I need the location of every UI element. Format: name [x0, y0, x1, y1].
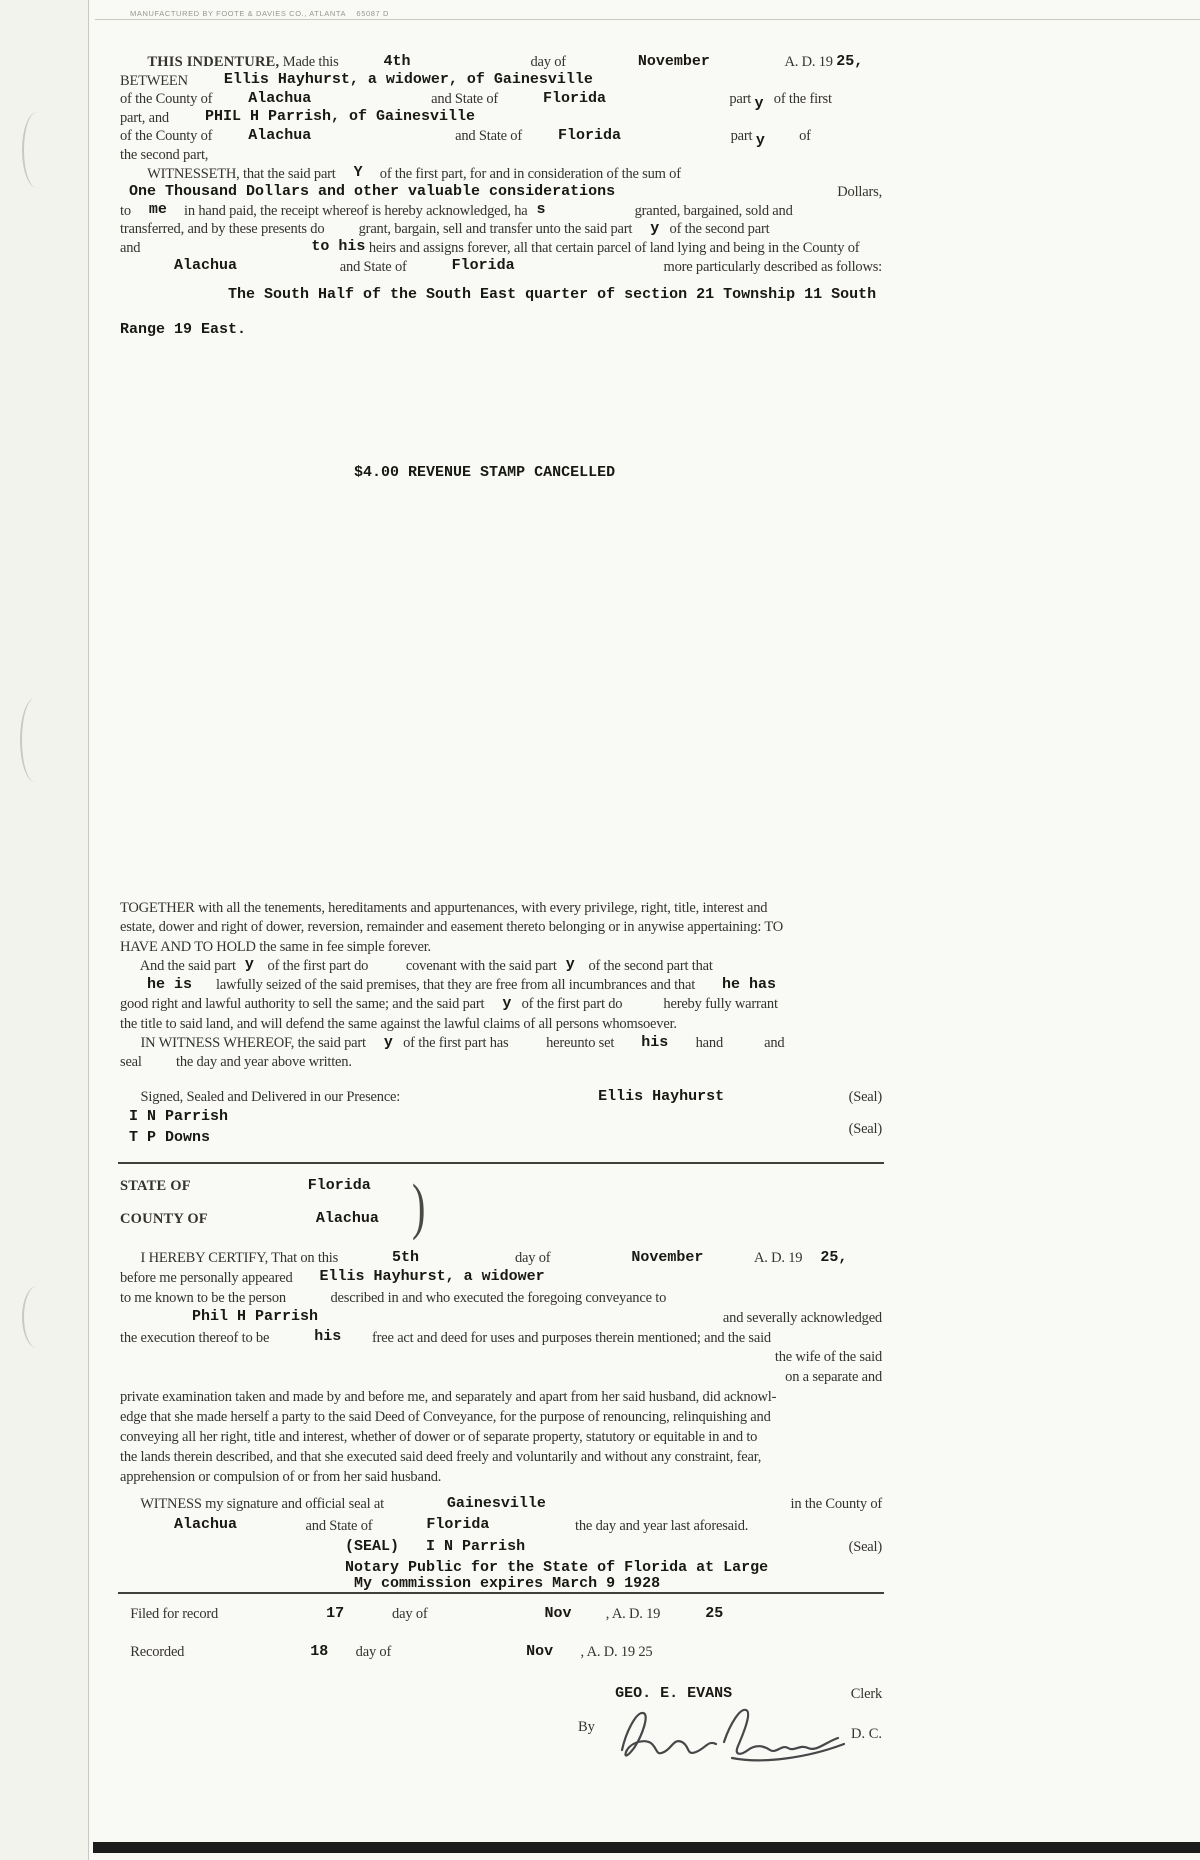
typed-entry: Florida	[498, 89, 607, 107]
typed-entry: Alachua	[212, 126, 312, 144]
printed-text: transferred, and by these presents do grant, bargain, sell and transfer unto the said part	[120, 221, 633, 238]
printed-text: edge that she made herself a party to the said Deed of Conveyance, for the purpose of renouncing, relinquishing and	[120, 1409, 771, 1426]
typed-entry: Florida	[522, 126, 622, 144]
printed-text: part, and	[120, 109, 169, 126]
printed-text: day of	[419, 1250, 551, 1266]
doc-line	[120, 1576, 882, 1592]
doc-line	[120, 1369, 882, 1389]
typed-entry: November	[565, 52, 710, 70]
notary-commission-block	[120, 1560, 882, 1592]
typed-entry: Phil H Parrish	[120, 1308, 319, 1326]
printed-text: and State of	[311, 91, 499, 108]
printed-text: of the first part do covenant with the said part	[253, 957, 557, 974]
typed-entry: his	[614, 1033, 669, 1051]
printed-text: and	[120, 239, 141, 256]
doc-line	[120, 1496, 882, 1518]
printed-text-right: (Seal)	[848, 1120, 882, 1137]
printed-text-right: more particularly described as follows:	[663, 258, 882, 275]
printed-text: the title to said land, and will defend the same against the lawful claims of all persons whomsoever.	[120, 1015, 677, 1032]
doc-line	[120, 1429, 882, 1449]
section-divider	[118, 1592, 884, 1594]
deed-opening-paragraph	[120, 54, 882, 277]
printed-text: I HEREBY CERTIFY, That on this	[120, 1250, 339, 1266]
typed-entry: Nov	[427, 1604, 572, 1622]
printer-imprint: MANUFACTURED BY FOOTE & DAVIES CO., ATLANTA 65087 D	[130, 9, 389, 18]
printed-text: of the County of	[120, 128, 213, 145]
printed-text: to me known to be the person described in and who executed the foregoing conveyance to	[120, 1289, 667, 1306]
typed-entry: to his	[140, 238, 366, 256]
typed-entry: y	[484, 994, 512, 1012]
printed-text: Made this	[279, 54, 339, 70]
doc-line	[120, 1644, 882, 1664]
typed-entry: $4.00 REVENUE STAMP CANCELLED	[120, 463, 616, 481]
deputy-signature-line	[120, 1718, 882, 1788]
doc-line	[120, 1270, 882, 1290]
by-label: By	[578, 1719, 595, 1735]
doc-line	[120, 240, 882, 259]
typed-entry: Gainesville	[383, 1494, 546, 1512]
scan-left-margin	[0, 0, 89, 1860]
doc-line	[120, 1290, 882, 1310]
printed-heading: THIS INDENTURE,	[147, 54, 280, 70]
typed-entry: (SEAL) I N Parrish	[120, 1537, 526, 1555]
printed-text: of the first	[763, 91, 832, 108]
scan-bottom-edge	[93, 1842, 1200, 1853]
printed-heading: COUNTY OF	[120, 1211, 208, 1227]
doc-line	[120, 465, 882, 482]
printed-text: part	[621, 128, 756, 145]
printed-text: WITNESSETH, that the said part	[120, 165, 336, 182]
revenue-stamp-note	[120, 465, 882, 482]
doc-line	[120, 977, 882, 996]
printed-text: Filed for record	[120, 1606, 219, 1622]
doc-line	[120, 1178, 882, 1211]
doc-line	[120, 1054, 882, 1073]
printed-text: HAVE AND TO HOLD the same in fee simple forever.	[120, 938, 431, 955]
printed-text: A. D. 19	[709, 54, 837, 70]
typed-entry: Ellis Hayhurst	[400, 1087, 725, 1105]
typed-entry: 18	[184, 1642, 329, 1660]
signature-block	[120, 1089, 882, 1151]
doc-line	[120, 1606, 882, 1626]
venue-brace: )	[412, 1173, 426, 1241]
doc-line	[120, 184, 882, 203]
typed-entry: Alachua	[120, 257, 238, 275]
doc-line	[120, 1310, 882, 1330]
printed-text-right: the wife of the said	[774, 1349, 882, 1366]
printed-text: , A. D. 19 25	[553, 1644, 653, 1660]
doc-line	[120, 1469, 882, 1489]
binder-hole-mark	[22, 1286, 52, 1348]
doc-line	[120, 1389, 882, 1409]
typed-entry: y	[235, 956, 254, 974]
typed-entry: y	[365, 1033, 393, 1051]
doc-line	[120, 54, 882, 73]
typed-entry: GEO. E. EVANS	[120, 1684, 733, 1702]
venue-block	[120, 1173, 882, 1244]
printed-text: of the second part that	[574, 957, 713, 974]
printed-text-right: (Seal)	[848, 1089, 882, 1105]
witness-seal-block	[120, 1496, 882, 1561]
printed-text: Signed, Sealed and Delivered in our Presence:	[120, 1089, 401, 1105]
printed-text: the second part,	[120, 146, 209, 163]
typed-entry: Florida	[406, 257, 515, 275]
doc-line	[120, 89, 882, 113]
doc-line	[120, 1518, 882, 1540]
printed-text: hand and	[668, 1035, 785, 1052]
doc-line	[120, 996, 882, 1015]
typed-entry: Range 19 East.	[120, 320, 247, 338]
typed-entry: y	[754, 95, 764, 113]
doc-line	[120, 1349, 882, 1369]
printed-text: and State of	[311, 128, 522, 145]
printed-text: part	[606, 91, 755, 108]
typed-entry: s	[527, 201, 546, 219]
typed-entry: me	[130, 201, 167, 219]
typed-entry: he is	[120, 975, 193, 993]
typed-entry: y	[632, 219, 660, 237]
doc-line	[120, 1211, 882, 1244]
typed-entry: Florida	[372, 1516, 490, 1533]
binder-hole-mark	[22, 112, 52, 188]
printed-text: conveying all her right, title and interest, whether of dower or of separate property, statutory or equitable in and to	[120, 1429, 758, 1446]
typed-entry: 4th	[338, 52, 411, 70]
doc-line	[120, 287, 882, 322]
typed-entry: 25,	[802, 1248, 848, 1266]
printed-text-right: in the County of	[790, 1496, 882, 1512]
doc-line	[120, 1250, 882, 1270]
dc-label: D. C.	[850, 1726, 882, 1742]
doc-line	[120, 919, 882, 938]
printed-text: Recorded	[120, 1644, 185, 1660]
doc-line	[120, 1330, 882, 1350]
doc-line	[120, 900, 882, 919]
typed-entry: his	[269, 1328, 342, 1346]
typed-entry: y	[755, 132, 765, 150]
printed-text: A. D. 19	[703, 1250, 803, 1266]
printed-text: day of	[344, 1606, 428, 1622]
printed-text: before me personally appeared	[120, 1269, 293, 1286]
doc-line	[120, 1409, 882, 1429]
scan-top-edge	[95, 19, 1200, 20]
printed-heading: STATE OF	[120, 1178, 191, 1194]
printed-text: of the first part, for and in consideration of the sum of	[362, 165, 681, 182]
typed-entry: Ellis Hayhurst, a widower, of Gainesville	[187, 71, 593, 89]
typed-entry: Alachua	[212, 89, 312, 107]
printed-text-right: (Seal)	[848, 1539, 882, 1555]
property-description	[120, 287, 882, 357]
printed-text: to	[120, 202, 131, 219]
printed-text: private examination taken and made by and before me, and separately and apart from her said husband, did acknowl-	[120, 1389, 777, 1406]
printed-text: good right and lawful authority to sell the same; and the said part	[120, 996, 485, 1013]
typed-entry: I N Parrish	[120, 1108, 229, 1125]
doc-line	[120, 110, 882, 129]
typed-entry: he has	[695, 975, 777, 993]
typed-entry: One Thousand Dollars and other valuable considerations	[120, 182, 616, 200]
printed-text: of the first part has hereunto set	[392, 1035, 615, 1052]
doc-line	[120, 1539, 882, 1561]
doc-line	[120, 958, 882, 977]
printed-text: and State of	[237, 258, 407, 275]
typed-entry: Alachua	[207, 1209, 379, 1227]
doc-line	[120, 1016, 882, 1035]
printed-text-right: and severally acknowledged	[722, 1309, 882, 1326]
filing-record-block	[120, 1606, 882, 1706]
typed-entry: 25,	[836, 52, 864, 70]
typed-entry: November	[550, 1248, 704, 1266]
binder-hole-mark	[20, 698, 50, 782]
printed-text: BETWEEN	[120, 72, 188, 89]
doc-line	[120, 1130, 882, 1151]
printed-text: of the second part	[659, 221, 770, 238]
printed-text-right: on a separate and	[785, 1369, 882, 1386]
printed-text: apprehension or compulsion of or from her said husband.	[120, 1468, 442, 1485]
typed-entry: y	[556, 956, 575, 974]
printed-text: granted, bargained, sold and	[545, 202, 793, 219]
doc-line	[120, 73, 882, 92]
printed-text: , A. D. 19	[571, 1606, 661, 1622]
doc-line	[120, 1449, 882, 1469]
printed-text-right: Dollars,	[837, 184, 882, 201]
doc-line	[120, 322, 882, 357]
printed-text-right: Clerk	[850, 1686, 882, 1702]
typed-entry: Notary Public for the State of Florida at Large	[120, 1558, 769, 1576]
doc-line	[120, 939, 882, 958]
doc-line	[120, 126, 882, 150]
typed-entry: 17	[218, 1604, 345, 1622]
printed-text: of the County of	[120, 91, 213, 108]
printed-text: seal the day and year above written.	[120, 1054, 352, 1071]
typed-entry: My commission expires March 9 1928	[120, 1574, 661, 1592]
typed-entry: The South Half of the South East quarter of section 21 Township 11 South	[120, 285, 877, 303]
printed-text: lawfully seized of the said premises, that they are free from all incumbrances and that	[192, 977, 696, 994]
typed-entry: Ellis Hayhurst, a widower	[292, 1268, 545, 1286]
doc-line	[120, 1035, 882, 1054]
typed-entry: 25	[660, 1604, 724, 1622]
doc-line	[120, 166, 882, 185]
section-divider	[118, 1162, 884, 1164]
printed-text: day of	[410, 54, 566, 70]
printed-text: in hand paid, the receipt whereof is hereby acknowledged, ha	[166, 202, 528, 219]
typed-entry: T P Downs	[120, 1128, 211, 1146]
printed-text: and State of	[237, 1517, 373, 1534]
handwritten-signature	[612, 1698, 862, 1768]
printed-text: WITNESS my signature and official seal at	[120, 1496, 384, 1512]
printed-text: IN WITNESS WHEREOF, the said part	[120, 1035, 366, 1052]
notary-certification-paragraph	[120, 1250, 882, 1489]
printed-text: the execution thereof to be	[120, 1329, 270, 1346]
doc-line	[120, 259, 882, 278]
doc-line	[120, 147, 882, 166]
printed-text: day of	[328, 1644, 392, 1660]
doc-line	[120, 1560, 882, 1576]
printed-text: estate, dower and right of dower, reversion, remainder and easement thereto belonging or in anywise appertaining: TO	[120, 919, 784, 936]
doc-line	[120, 1089, 882, 1110]
typed-entry: Y	[335, 164, 363, 182]
printed-text: the lands therein described, and that she executed said deed freely and voluntarily and without any constraint, fear,	[120, 1448, 762, 1465]
printed-text: of the first part do hereby fully warrant	[511, 996, 778, 1013]
typed-entry: Nov	[391, 1642, 554, 1660]
printed-text: TOGETHER with all the tenements, hereditaments and appurtenances, with every privilege, right, title, interest and	[120, 900, 768, 916]
doc-line	[120, 203, 882, 222]
typed-entry: Alachua	[120, 1516, 238, 1533]
printed-text: the day and year last aforesaid.	[489, 1517, 749, 1534]
printed-text: heirs and assigns forever, all that certain parcel of land lying and being in the County of	[365, 239, 860, 256]
printed-text: free act and deed for uses and purposes therein mentioned; and the said	[341, 1329, 771, 1346]
habendum-paragraph	[120, 900, 882, 1074]
typed-entry: 5th	[338, 1248, 420, 1266]
typed-entry: Florida	[190, 1176, 371, 1194]
typed-entry: PHIL H Parrish, of Gainesville	[168, 108, 475, 126]
printed-text: of	[764, 128, 811, 145]
printed-text	[120, 54, 147, 70]
printed-text: And the said part	[120, 957, 236, 974]
